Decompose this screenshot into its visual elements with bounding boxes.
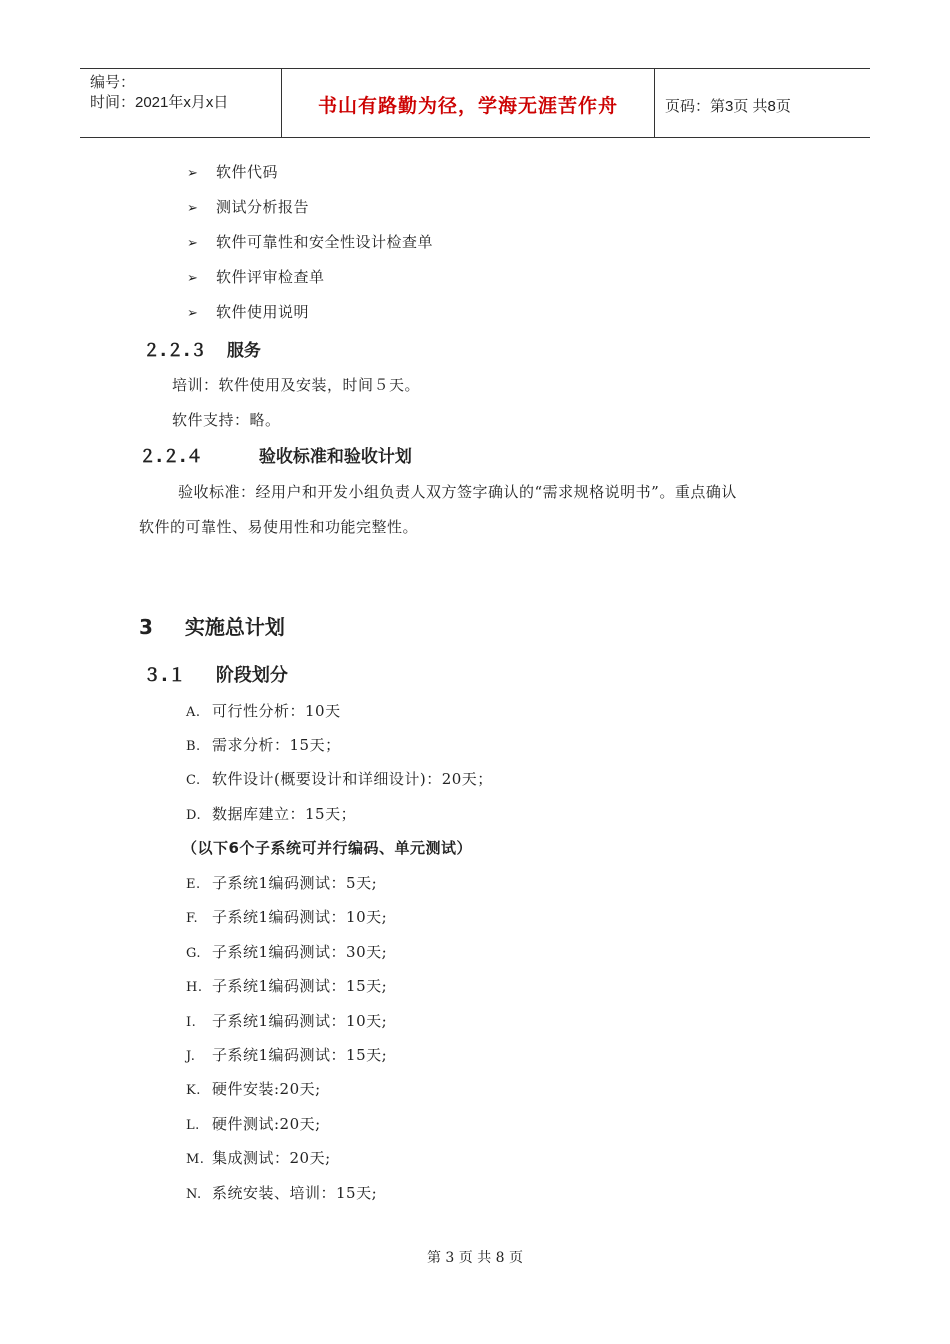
phase-text: 集成测试：20天; xyxy=(212,1149,331,1167)
paragraph-line: 软件支持：略。 xyxy=(172,411,281,429)
phase-text: 硬件安装:20天; xyxy=(212,1080,321,1098)
phase-item xyxy=(186,1182,377,1203)
page-footer: 第 3 页 共 8 页 xyxy=(426,1250,524,1266)
phase-text: 需求分析：15天； xyxy=(212,736,341,754)
section-31-heading xyxy=(143,661,288,687)
header-motto-cell xyxy=(282,69,655,137)
section-title: 阶段划分 xyxy=(215,665,288,686)
phase-item xyxy=(186,768,493,789)
phase-key: B. xyxy=(186,739,201,754)
list-item-text: 软件可靠性和安全性设计检查单 xyxy=(216,233,434,251)
phase-item xyxy=(186,700,341,721)
list-item xyxy=(187,196,309,217)
phase-key: F. xyxy=(186,911,199,926)
arrowhead-bullet-icon: ➢ xyxy=(187,201,198,216)
section-number: ３.１ xyxy=(143,665,186,686)
phase-text: 子系统1编码测试：10天; xyxy=(212,1012,388,1030)
phase-text: 子系统1编码测试：15天; xyxy=(212,977,388,995)
phase-item xyxy=(186,1113,321,1134)
phase-text: 子系统1编码测试：30天; xyxy=(212,943,388,961)
list-item-text: 软件代码 xyxy=(216,163,279,181)
section-number: ２.２.４ xyxy=(139,447,203,467)
phase-item xyxy=(186,1010,387,1031)
phase-key: K. xyxy=(186,1083,201,1098)
phase-key: A. xyxy=(186,705,201,720)
header-page-label: 页码：第3页 共8页 xyxy=(665,98,791,115)
phase-item xyxy=(186,1078,321,1099)
phase-key: C. xyxy=(186,773,201,788)
phase-item xyxy=(186,1044,387,1065)
phase-text: 子系统1编码测试：15天; xyxy=(212,1046,388,1064)
phase-text: 子系统1编码测试：5天; xyxy=(212,874,378,892)
section-223-heading xyxy=(143,336,261,361)
arrowhead-bullet-icon: ➢ xyxy=(187,271,198,286)
phase-key: G. xyxy=(186,946,202,961)
arrowhead-bullet-icon: ➢ xyxy=(187,306,198,321)
paragraph-line: 验收标准：经用户和开发小组负责人双方签字确认的“需求规格说明书”。重点确认 xyxy=(178,483,737,501)
paragraph-line: 培训：软件使用及安装，时间５天。 xyxy=(172,376,421,394)
phase-item xyxy=(186,975,387,996)
phase-text: 硬件测试:20天; xyxy=(212,1115,321,1133)
phase-item xyxy=(186,1147,331,1168)
phase-text: 可行性分析：10天 xyxy=(212,702,341,720)
header-meta-cell xyxy=(80,69,282,137)
list-item xyxy=(187,266,325,287)
phase-key: I. xyxy=(186,1015,197,1030)
list-item-text: 软件评审检查单 xyxy=(216,268,325,286)
phase-text: 系统安装、培训：15天; xyxy=(212,1184,378,1202)
page-header xyxy=(80,68,870,138)
section-number: 3 xyxy=(139,615,153,639)
list-item xyxy=(187,301,309,322)
phase-item xyxy=(186,941,387,962)
phase-key: D. xyxy=(186,808,202,823)
phase-item xyxy=(186,803,356,824)
section-3-heading xyxy=(139,611,285,640)
parallel-note: （以下6个子系统可并行编码、单元测试） xyxy=(182,839,472,857)
phase-key: L. xyxy=(186,1118,200,1133)
list-item-text: 软件使用说明 xyxy=(216,303,310,321)
phase-item xyxy=(186,906,387,927)
header-page-cell xyxy=(655,69,870,137)
phase-text: 数据库建立：15天； xyxy=(212,805,357,823)
phase-key: N. xyxy=(186,1187,202,1202)
header-motto: 书山有路勤为径，学海无涯苦作舟 xyxy=(317,95,618,117)
section-224-heading xyxy=(139,442,412,467)
list-item xyxy=(187,161,278,182)
list-item xyxy=(187,231,433,252)
phase-key: H. xyxy=(186,980,203,995)
section-title: 验收标准和验收计划 xyxy=(258,447,412,467)
phase-item xyxy=(186,872,377,893)
list-item-text: 测试分析报告 xyxy=(216,198,310,216)
phase-text: 软件设计(概要设计和详细设计)：20天； xyxy=(212,770,493,788)
arrowhead-bullet-icon: ➢ xyxy=(187,236,198,251)
phase-text: 子系统1编码测试：10天; xyxy=(212,908,388,926)
doc-number-label: 编号： xyxy=(90,74,136,91)
section-number: ２.２.３ xyxy=(143,341,207,361)
section-title: 实施总计划 xyxy=(184,615,285,639)
phase-key: E. xyxy=(186,877,201,892)
paragraph-line: 软件的可靠性、易使用性和功能完整性。 xyxy=(139,518,419,536)
section-title: 服务 xyxy=(226,341,261,361)
phase-key: J. xyxy=(186,1049,196,1064)
phase-key: M. xyxy=(186,1152,205,1167)
arrowhead-bullet-icon: ➢ xyxy=(187,166,198,181)
doc-time-label: 时间：2021年x月x日 xyxy=(90,94,229,111)
phase-item xyxy=(186,734,341,755)
